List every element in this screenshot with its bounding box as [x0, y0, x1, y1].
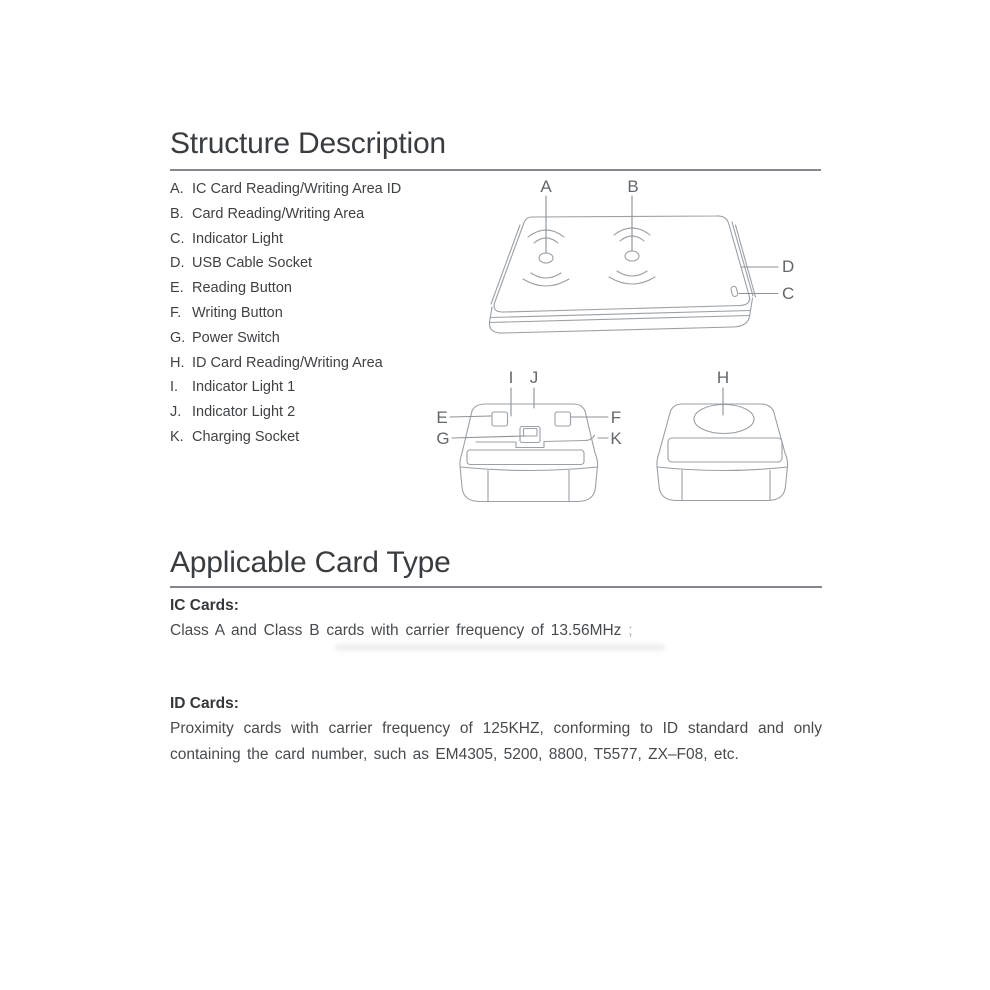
structure-section-title: Structure Description: [170, 127, 446, 160]
reading-button: [492, 412, 508, 426]
id-cards-heading: ID Cards:: [170, 695, 239, 712]
item-letter: A.: [170, 181, 184, 197]
id-card-reading-area: [694, 405, 754, 434]
item-letter: I.: [170, 379, 179, 396]
list-item: [170, 301, 401, 326]
item-letter: F.: [170, 304, 182, 321]
item-letter: J.: [170, 404, 182, 421]
item-label: Charging Socket: [192, 428, 300, 445]
callout-e: E: [436, 408, 448, 427]
item-letter: B.: [170, 205, 184, 222]
card-type-section-title: Applicable Card Type: [170, 546, 451, 579]
item-label: Indicator Light 2: [192, 404, 296, 421]
id-cards-description-line1: Proximity cards with carrier frequency of 125KHZ, conforming to ID standard and only: [170, 720, 822, 737]
ic-cards-description: [170, 622, 633, 641]
list-item: [170, 400, 401, 425]
item-letter: G.: [170, 329, 186, 346]
item-letter: D.: [170, 255, 185, 272]
callout-f: F: [610, 408, 622, 427]
callout-h: H: [716, 368, 730, 387]
leader-line-e: [450, 416, 491, 417]
reader-front-diagram: [436, 368, 622, 502]
list-item: [170, 202, 401, 227]
ic-cards-text: Class A and Class B cards with carrier frequency of 13.56MHz: [170, 622, 622, 639]
item-label: Indicator Light: [192, 230, 284, 247]
power-switch-connector: [520, 427, 540, 443]
item-label: Card Reading/Writing Area: [192, 205, 365, 222]
ic-cards-heading: IC Cards:: [170, 597, 239, 614]
callout-i: I: [508, 368, 514, 387]
ic-cards-trailing-mark: ;: [628, 622, 633, 639]
list-item: [170, 276, 401, 301]
structure-item-list: [170, 177, 401, 450]
callout-a: A: [540, 177, 552, 196]
callout-c: C: [782, 284, 795, 303]
callout-d: D: [782, 257, 795, 276]
list-item: [170, 251, 401, 276]
callout-b: B: [627, 177, 639, 196]
list-item: [170, 425, 401, 450]
reader-top-diagram: [657, 368, 788, 501]
item-label: Indicator Light 1: [192, 379, 296, 396]
list-item: [170, 326, 401, 351]
card-type-section-divider: [170, 586, 822, 588]
item-letter: K.: [170, 428, 184, 445]
item-letter: H.: [170, 354, 185, 371]
reader-pad-diagram: [489, 177, 794, 333]
top-label-plate: [668, 438, 782, 462]
item-label: IC Card Reading/Writing Area ID: [192, 181, 402, 197]
front-label-plate: [467, 450, 584, 465]
item-letter: C.: [170, 230, 185, 247]
item-letter: E.: [170, 280, 184, 297]
leader-line-g: [452, 436, 526, 438]
item-label: Reading Button: [192, 280, 292, 297]
item-label: ID Card Reading/Writing Area: [192, 354, 383, 371]
device-structure-diagram: [430, 170, 870, 520]
item-label: USB Cable Socket: [192, 255, 313, 272]
erased-text-artifact: [335, 644, 665, 651]
item-label: Power Switch: [192, 329, 280, 346]
list-item: [170, 351, 401, 376]
writing-button: [555, 412, 571, 426]
id-cards-description-line2: containing the card number, such as EM4305, 5200, 8800, T5577, ZX–F08, etc.: [170, 746, 739, 763]
callout-j: J: [529, 368, 539, 387]
list-item: [170, 177, 401, 202]
list-item: [170, 227, 401, 252]
callout-g: G: [436, 429, 450, 448]
pad-indicator-light: [730, 286, 738, 297]
list-item: [170, 375, 401, 400]
item-label: Writing Button: [192, 304, 283, 321]
callout-k: K: [610, 429, 622, 448]
